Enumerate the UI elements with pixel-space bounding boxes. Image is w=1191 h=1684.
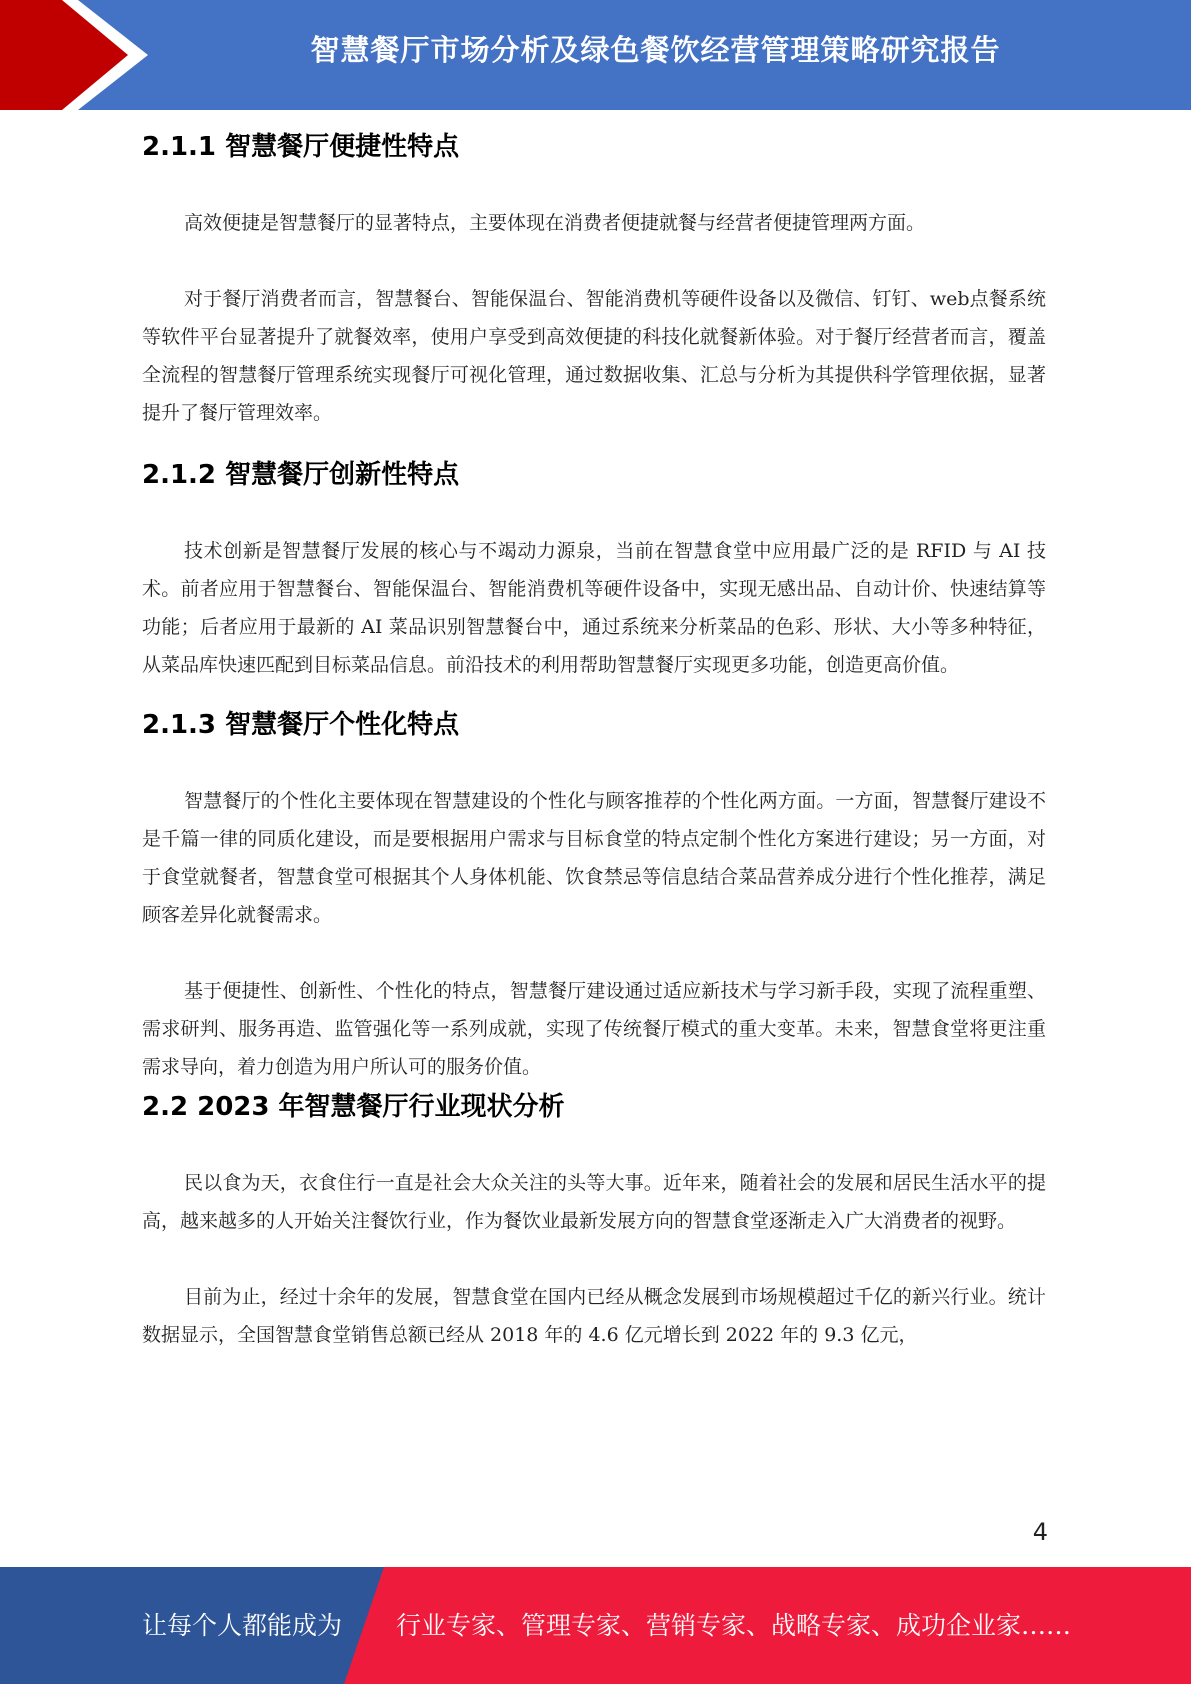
header-banner — [0, 0, 1191, 110]
footer-slogan-left: 让每个人都能成为 — [142, 1611, 343, 1640]
header-arrow-icon — [0, 0, 150, 110]
footer-slogan-right: 行业专家、管理专家、营销专家、战略专家、成功企业家…… — [396, 1611, 1072, 1640]
section-heading-2-1-2: 2.1.2 智慧餐厅创新性特点 — [142, 460, 460, 490]
page-content — [142, 128, 1046, 1354]
section-heading-2-1-1: 2.1.1 智慧餐厅便捷性特点 — [142, 132, 460, 162]
section-2-1-3-paragraph-2: 基于便捷性、创新性、个性化的特点，智慧餐厅建设通过适应新技术与学习新手段，实现了流程重塑、需求研判、服务再造、监管强化等一系列成就，实现了传统餐厅模式的重大变革。未来，智慧食堂将更注重需求导向，着力创造为用户所认可的服务价值。 — [142, 980, 1046, 1078]
page-number: 4 — [1032, 1518, 1048, 1546]
section-heading-2-2: 2.2 2023 年智慧餐厅行业现状分析 — [142, 1092, 565, 1122]
section-2-2-paragraph-2: 目前为止，经过十余年的发展，智慧食堂在国内已经从概念发展到市场规模超过千亿的新兴行业。统计数据显示，全国智慧食堂销售总额已经从 2018 年的 4.6 亿元增长到 2022 年的 9.3 亿元， — [142, 1286, 1046, 1346]
section-heading-2-1-3: 2.1.3 智慧餐厅个性化特点 — [142, 710, 460, 740]
report-title: 智慧餐厅市场分析及绿色餐饮经营管理策略研究报告 — [310, 33, 1001, 67]
section-2-1-1-paragraph-2: 对于餐厅消费者而言，智慧餐台、智能保温台、智能消费机等硬件设备以及微信、钉钉、web点餐系统等软件平台显著提升了就餐效率，使用户享受到高效便捷的科技化就餐新体验。对于餐厅经营者而言，覆盖全流程的智慧餐厅管理系统实现餐厅可视化管理，通过数据收集、汇总与分析为其提供科学管理依据，显著提升了餐厅管理效率。 — [142, 288, 1046, 424]
footer-banner — [0, 1567, 1191, 1684]
section-2-1-3-paragraph-1: 智慧餐厅的个性化主要体现在智慧建设的个性化与顾客推荐的个性化两方面。一方面，智慧餐厅建设不是千篇一律的同质化建设，而是要根据用户需求与目标食堂的特点定制个性化方案进行建设；另一方面，对于食堂就餐者，智慧食堂可根据其个人身体机能、饮食禁忌等信息结合菜品营养成分进行个性化推荐，满足顾客差异化就餐需求。 — [142, 790, 1046, 926]
section-2-1-2-paragraph-1: 技术创新是智慧餐厅发展的核心与不竭动力源泉，当前在智慧食堂中应用最广泛的是 RFID 与 AI 技术。前者应用于智慧餐台、智能保温台、智能消费机等硬件设备中，实现无感出品、自动计价、快速结算等功能；后者应用于最新的 AI 菜品识别智慧餐台中，通过系统来分析菜品的色彩、形状、大小等多种特征，从菜品库快速匹配到目标菜品信息。前沿技术的利用帮助智慧餐厅实现更多功能，创造更高价值。 — [142, 540, 1046, 676]
section-2-1-1-paragraph-1: 高效便捷是智慧餐厅的显著特点，主要体现在消费者便捷就餐与经营者便捷管理两方面。 — [184, 212, 926, 234]
section-2-2-paragraph-1: 民以食为天，衣食住行一直是社会大众关注的头等大事。近年来，随着社会的发展和居民生活水平的提高，越来越多的人开始关注餐饮行业，作为餐饮业最新发展方向的智慧食堂逐渐走入广大消费者的视野。 — [142, 1172, 1046, 1232]
